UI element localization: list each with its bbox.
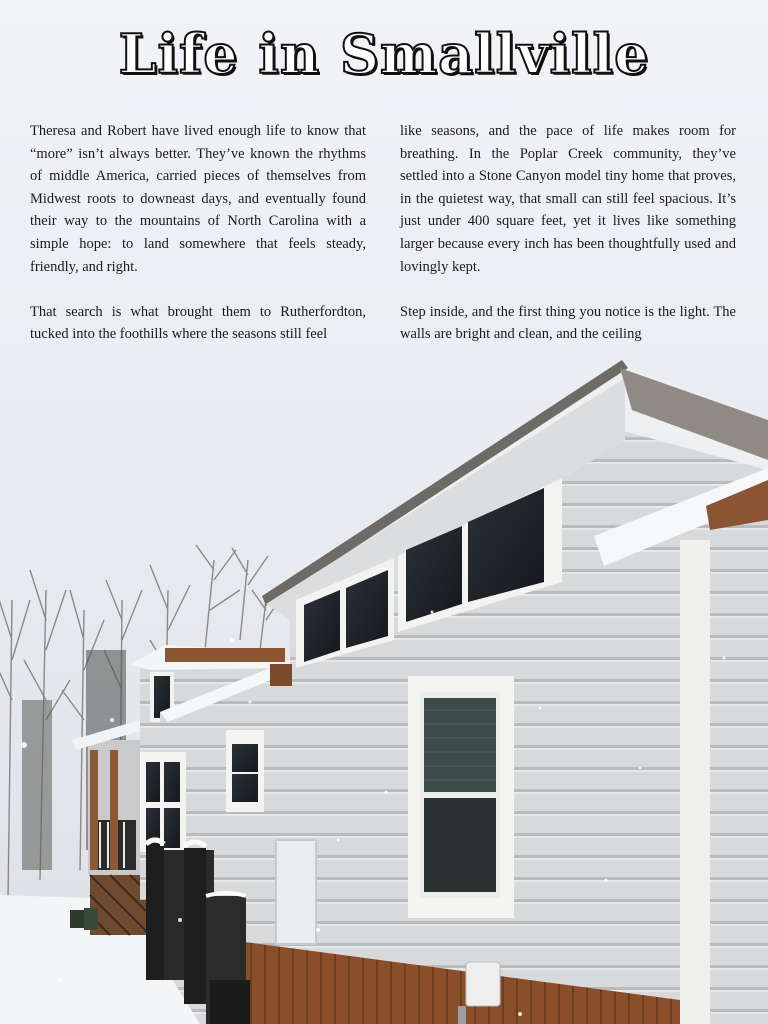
main-window bbox=[408, 676, 514, 918]
paragraph: like seasons, and the pace of life makes room for breathing. In the Poplar Creek community, they’ve settled into a Stone Canyon model tiny home that proves, in the quietest way, that small can still feel spacious. It’s just under 400 square feet, yet it lives like something larger because every inch has been thoughtfully used and lovingly kept. bbox=[400, 123, 736, 275]
text-column-right bbox=[400, 120, 736, 369]
utility-door bbox=[276, 840, 316, 944]
paragraph: That search is what brought them to Rutherfordton, tucked into the foothills where the seasons still feel bbox=[30, 303, 366, 343]
text-column-left bbox=[30, 120, 366, 369]
porch-window bbox=[140, 752, 186, 852]
small-window bbox=[226, 730, 264, 812]
paragraph: Theresa and Robert have lived enough life to know that “more” isn’t always better. They’ve known the rhythms of middle America, carried pieces of themselves from Midwest roots to downeast days, and eventually found their way to the mountains of North Carolina with a simple hope: to land somewhere that feels steady, friendly, and right. bbox=[30, 123, 366, 275]
paragraph: Step inside, and the first thing you notice is the light. The walls are bright and clean, and the ceiling bbox=[400, 303, 736, 343]
planters bbox=[70, 908, 98, 930]
meter-box bbox=[466, 962, 500, 1006]
page-title: Life in Smallville bbox=[118, 22, 650, 86]
